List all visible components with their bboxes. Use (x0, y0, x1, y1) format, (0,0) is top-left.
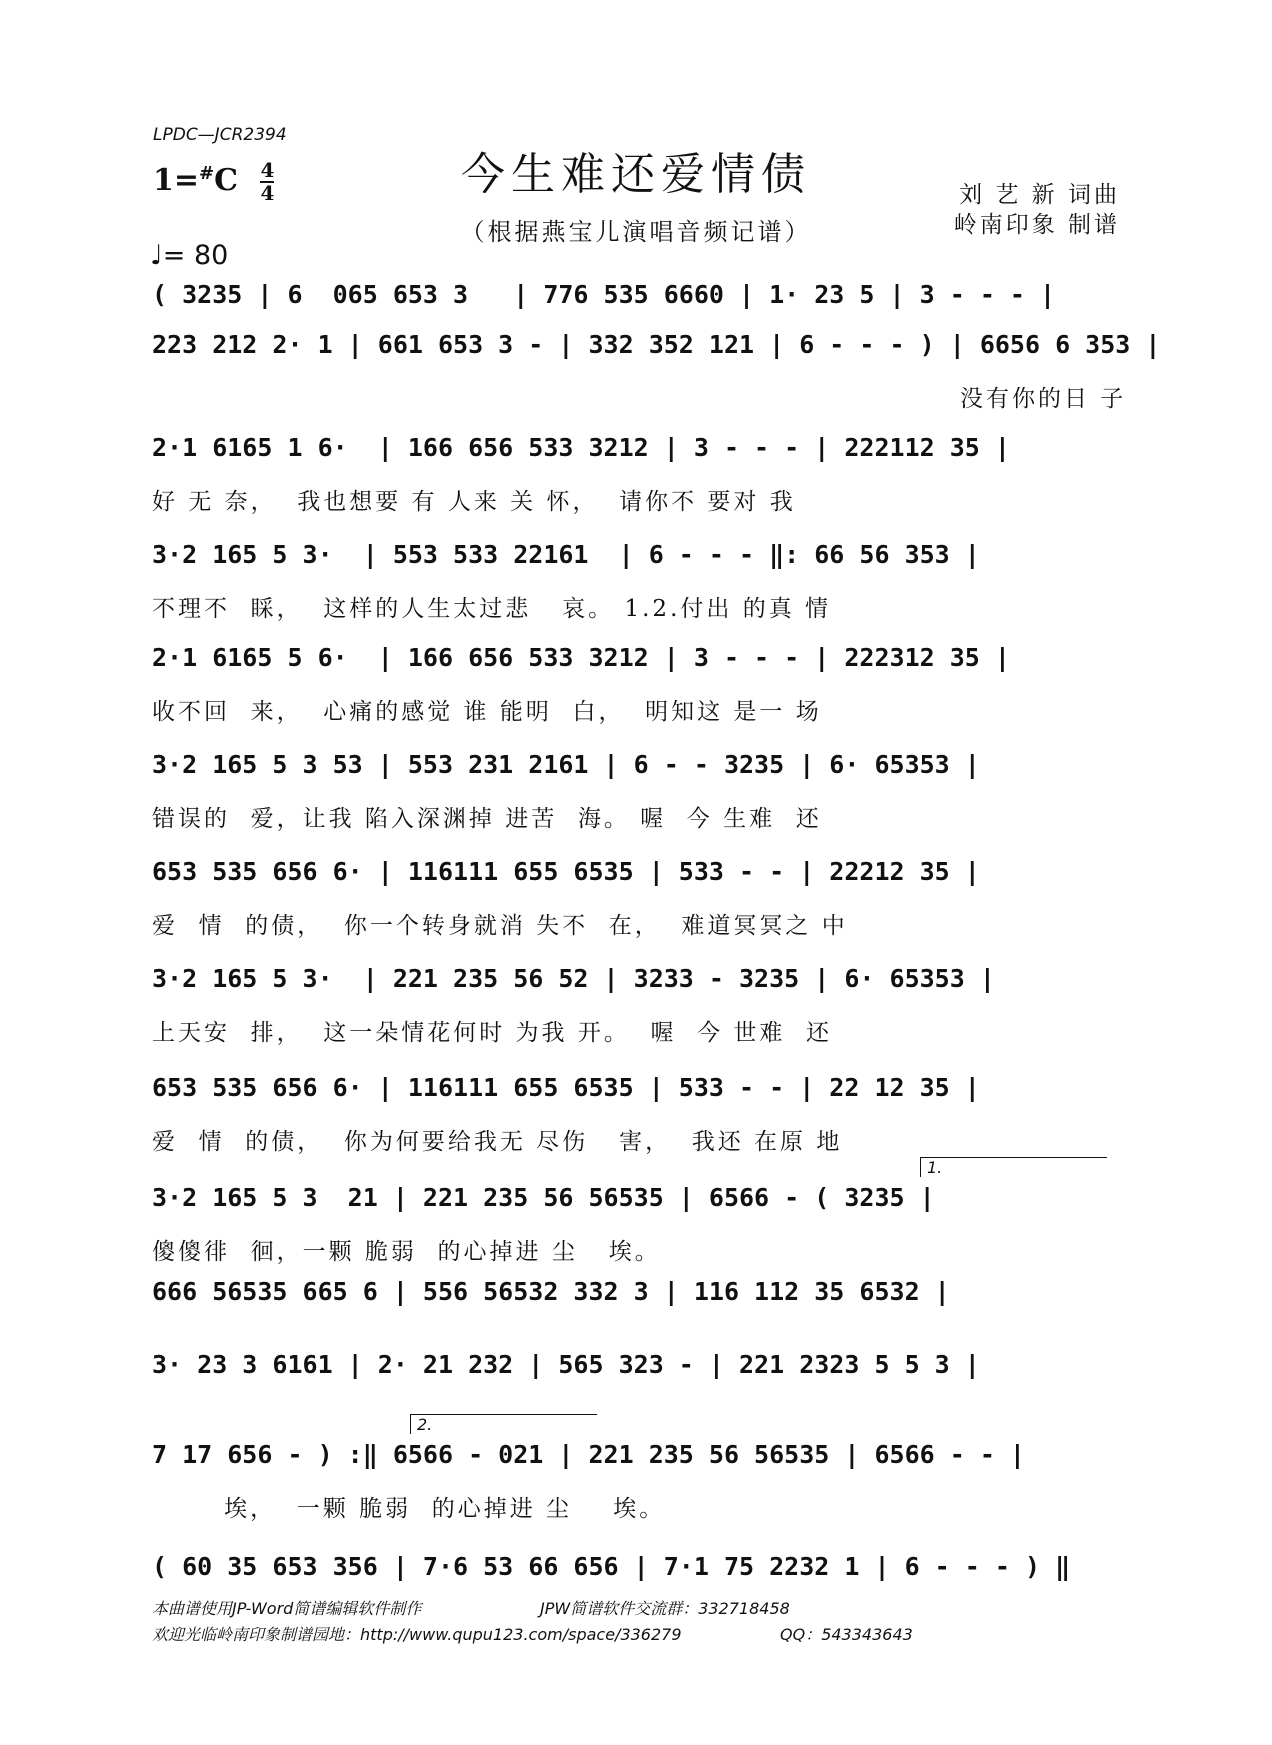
key-prefix: 1= (153, 163, 200, 198)
score-code: LPDC—JCR2394 (153, 125, 287, 145)
song-title: 今生难还爱情债 (461, 149, 811, 200)
notation-row: 653 535 656 6· | 116111 655 6535 | 533 - - | 22 12 35 | (152, 1073, 980, 1102)
arranger-credit: 岭南印象 制谱 (953, 212, 1120, 238)
footer-software: 本曲谱使用JP-Word简谱编辑软件制作 (152, 1599, 422, 1618)
lyric-row: 好 无 奈， 我也想要 有 人来 关 怀， 请你不 要对 我 (152, 489, 796, 515)
notation-row: 3·2 165 5 3· | 221 235 56 52 | 3233 - 3235 | 6· 65353 | (152, 964, 995, 993)
lyricist-credit: 刘 艺 新 词曲 (959, 182, 1120, 208)
time-signature (260, 160, 274, 204)
notation-row: 7 17 656 - ) :‖ 6566 - 021 | 221 235 56 56535 | 6566 - - | (152, 1440, 1025, 1469)
notation-row: ( 3235 | 6 065 653 3 | 776 535 6660 | 1· 23 5 | 3 - - - | (152, 280, 1056, 309)
song-subtitle: （根据燕宝儿演唱音频记谱） (460, 218, 812, 246)
footer-website: 欢迎光临岭南印象制谱园地：http://www.qupu123.com/space/336279 (152, 1625, 682, 1644)
notation-row: 3·2 165 5 3 53 | 553 231 2161 | 6 - - 3235 | 6· 65353 | (152, 750, 980, 779)
lyric-row: 傻傻徘 徊，一颗 脆弱 的心掉进 尘 埃。 (152, 1239, 661, 1265)
lyric-row: 收不回 来， 心痛的感觉 谁 能明 白， 明知这 是一 场 (152, 699, 822, 725)
footer-qq: QQ：543343643 (780, 1625, 913, 1644)
lyric-row: 埃， 一颗 脆弱 的心掉进 尘 埃。 (152, 1496, 666, 1522)
lyric-row: 不理不 睬， 这样的人生太过悲 哀。 1.2.付出 的真 情 (152, 596, 831, 622)
notation-row: 223 212 2· 1 | 661 653 3 - | 332 352 121 | 6 - - - ) | 6656 6 353 | (152, 330, 1161, 359)
footer-group: JPW简谱软件交流群：332718458 (540, 1599, 790, 1618)
notation-row: 2·1 6165 1 6· | 166 656 533 3212 | 3 - - - | 222112 35 | (152, 433, 1010, 462)
key-note: C (214, 163, 238, 198)
key-sharp: # (199, 163, 215, 184)
time-bottom: 4 (260, 181, 275, 205)
volta-bracket: 2. (410, 1414, 597, 1434)
volta-bracket: 1. (920, 1157, 1107, 1177)
lyric-row: 没有你的日 子 (960, 386, 1127, 412)
notation-row: 3· 23 3 6161 | 2· 21 232 | 565 323 - | 221 2323 5 5 3 | (152, 1350, 980, 1379)
key-signature (153, 160, 274, 204)
notation-row: 3·2 165 5 3 21 | 221 235 56 56535 | 6566 - ( 3235 | (152, 1183, 935, 1212)
notation-row: 653 535 656 6· | 116111 655 6535 | 533 - - | 22212 35 | (152, 857, 980, 886)
lyric-row: 爱 情 的债， 你一个转身就消 失不 在， 难道冥冥之 中 (152, 913, 848, 939)
notation-row: 2·1 6165 5 6· | 166 656 533 3212 | 3 - - - | 222312 35 | (152, 643, 1010, 672)
notation-row: 3·2 165 5 3· | 553 533 22161 | 6 - - - ‖: 66 56 353 | (152, 540, 980, 569)
notation-row: ( 60 35 653 356 | 7·6 53 66 656 | 7·1 75 2232 1 | 6 - - - ) ‖ (152, 1552, 1071, 1581)
lyric-row: 错误的 爱，让我 陷入深渊掉 进苦 海。 喔 今 生难 还 (152, 806, 822, 832)
lyric-row: 上天安 排， 这一朵情花何时 为我 开。 喔 今 世难 还 (152, 1020, 833, 1046)
lyric-row: 爱 情 的债， 你为何要给我无 尽伤 害， 我还 在原 地 (152, 1129, 843, 1155)
tempo-marking: ♩= 80 (150, 240, 229, 271)
time-top: 4 (260, 158, 275, 182)
notation-row: 666 56535 665 6 | 556 56532 332 3 | 116 112 35 6532 | (152, 1277, 950, 1306)
